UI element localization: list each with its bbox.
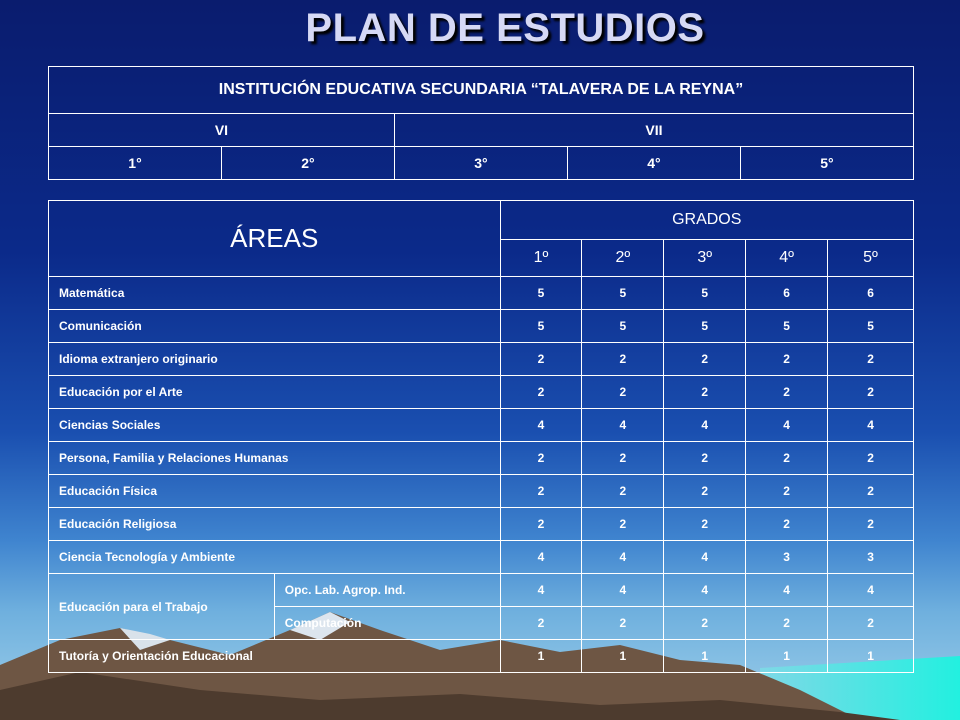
hours-cell: 6 xyxy=(828,277,914,310)
hours-cell: 2 xyxy=(582,376,664,409)
hours-cell: 2 xyxy=(582,508,664,541)
table-row xyxy=(49,310,914,343)
hours-cell: 2 xyxy=(664,343,746,376)
table-row xyxy=(49,442,914,475)
hours-cell: 5 xyxy=(582,277,664,310)
hours-cell: 1 xyxy=(582,640,664,673)
area-name: Ciencia Tecnología y Ambiente xyxy=(49,541,501,574)
area-name: Educación por el Arte xyxy=(49,376,501,409)
hours-cell: 5 xyxy=(664,310,746,343)
hours-cell: 4 xyxy=(746,574,828,607)
hours-cell: 2 xyxy=(828,607,914,640)
institution-name: INSTITUCIÓN EDUCATIVA SECUNDARIA “TALAVERA DE LA REYNA” xyxy=(49,67,914,114)
hours-cell: 2 xyxy=(828,475,914,508)
area-name: Idioma extranjero originario xyxy=(49,343,501,376)
hours-cell: 2 xyxy=(664,475,746,508)
grade-col-5: 5º xyxy=(828,240,914,277)
hours-cell: 4 xyxy=(582,409,664,442)
hours-cell: 4 xyxy=(828,409,914,442)
hours-cell: 4 xyxy=(500,409,582,442)
hours-cell: 2 xyxy=(582,607,664,640)
hours-cell: 4 xyxy=(664,541,746,574)
grade-col-3: 3º xyxy=(664,240,746,277)
hours-cell: 2 xyxy=(664,376,746,409)
hours-cell: 2 xyxy=(746,343,828,376)
area-name: Ciencias Sociales xyxy=(49,409,501,442)
hours-cell: 2 xyxy=(500,475,582,508)
hours-cell: 5 xyxy=(500,277,582,310)
table-row xyxy=(49,409,914,442)
hours-cell: 5 xyxy=(500,310,582,343)
area-name: Tutoría y Orientación Educacional xyxy=(49,640,501,673)
hours-cell: 2 xyxy=(500,442,582,475)
hours-cell: 6 xyxy=(746,277,828,310)
hours-cell: 2 xyxy=(664,508,746,541)
table-row xyxy=(49,376,914,409)
hours-cell: 5 xyxy=(828,310,914,343)
option-name: Computación xyxy=(274,607,500,640)
hours-cell: 2 xyxy=(582,343,664,376)
hours-cell: 2 xyxy=(500,343,582,376)
cycle-vii: VII xyxy=(394,114,913,147)
hours-cell: 4 xyxy=(746,409,828,442)
hours-cell: 2 xyxy=(828,442,914,475)
hours-cell: 2 xyxy=(746,607,828,640)
hours-cell: 4 xyxy=(500,541,582,574)
hours-cell: 5 xyxy=(664,277,746,310)
grade-2: 2° xyxy=(221,147,394,180)
hours-cell: 2 xyxy=(828,376,914,409)
hours-cell: 2 xyxy=(664,607,746,640)
grade-3: 3° xyxy=(394,147,567,180)
area-name: Comunicación xyxy=(49,310,501,343)
institution-header-table xyxy=(48,66,914,180)
hours-cell: 2 xyxy=(500,508,582,541)
hours-cell: 2 xyxy=(828,343,914,376)
hours-cell: 3 xyxy=(828,541,914,574)
hours-cell: 5 xyxy=(582,310,664,343)
hours-cell: 1 xyxy=(746,640,828,673)
area-name: Educación Religiosa xyxy=(49,508,501,541)
hours-cell: 4 xyxy=(664,409,746,442)
option-name: Opc. Lab. Agrop. Ind. xyxy=(274,574,500,607)
area-name: Matemática xyxy=(49,277,501,310)
study-plan-table xyxy=(48,200,914,673)
hours-cell: 2 xyxy=(582,475,664,508)
hours-cell: 2 xyxy=(500,376,582,409)
page-title: PLAN DE ESTUDIOS xyxy=(305,6,705,50)
grade-col-2: 2º xyxy=(582,240,664,277)
table-row xyxy=(49,475,914,508)
hours-cell: 1 xyxy=(664,640,746,673)
hours-cell: 2 xyxy=(828,508,914,541)
area-name: Persona, Familia y Relaciones Humanas xyxy=(49,442,501,475)
cycle-vi: VI xyxy=(49,114,395,147)
table-row xyxy=(49,640,914,673)
table-row xyxy=(49,574,914,607)
hours-cell: 2 xyxy=(746,376,828,409)
hours-cell: 2 xyxy=(664,442,746,475)
table-row xyxy=(49,343,914,376)
hours-cell: 4 xyxy=(500,574,582,607)
hours-cell: 4 xyxy=(582,541,664,574)
hours-cell: 4 xyxy=(828,574,914,607)
hours-cell: 2 xyxy=(746,475,828,508)
hours-cell: 2 xyxy=(746,508,828,541)
grade-col-4: 4º xyxy=(746,240,828,277)
hours-cell: 3 xyxy=(746,541,828,574)
hours-cell: 2 xyxy=(582,442,664,475)
hours-cell: 1 xyxy=(500,640,582,673)
grados-header: GRADOS xyxy=(500,201,913,240)
hours-cell: 1 xyxy=(828,640,914,673)
grade-1: 1° xyxy=(49,147,222,180)
grade-5: 5° xyxy=(740,147,913,180)
hours-cell: 4 xyxy=(582,574,664,607)
hours-cell: 2 xyxy=(746,442,828,475)
hours-cell: 2 xyxy=(500,607,582,640)
table-row xyxy=(49,508,914,541)
areas-header: ÁREAS xyxy=(49,201,501,277)
table-row xyxy=(49,277,914,310)
hours-cell: 5 xyxy=(746,310,828,343)
area-name: Educación Física xyxy=(49,475,501,508)
area-name: Educación para el Trabajo xyxy=(49,574,275,640)
table-row xyxy=(49,541,914,574)
grade-col-1: 1º xyxy=(500,240,582,277)
grade-4: 4° xyxy=(567,147,740,180)
hours-cell: 4 xyxy=(664,574,746,607)
